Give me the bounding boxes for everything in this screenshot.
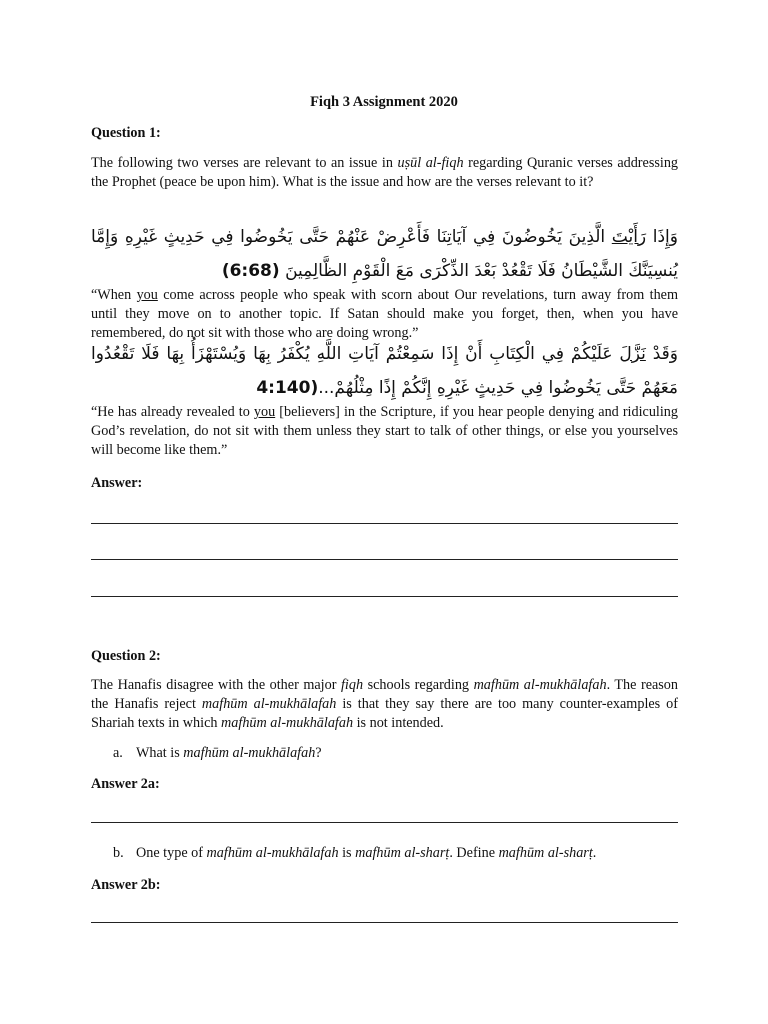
trans1-start: “When [91,287,137,303]
q2-text-3: . The reason the Hanafis reject [91,677,678,712]
answer-1-line-1[interactable] [91,523,678,524]
verse2-underlined-word: نَزَّلَ [619,344,646,364]
translation-6-68 [91,286,678,343]
q2-term-fiqh: fiqh [340,677,364,693]
item-a-text: What is [136,745,184,761]
item-b-marker: b. [113,845,124,861]
q2-text-5: is not intended. [353,715,444,731]
arabic-verse-4-140 [91,337,678,405]
translation-4-140 [91,403,678,460]
question-2-paragraph [91,676,678,733]
answer-2a-line[interactable] [91,822,678,823]
answer-2a-label: Answer 2a: [91,776,160,792]
trans1-rest: come across people who speak with scorn about Our revelations, turn away from them until they move on to another topic. If Satan should make you forget, then, when you have remembered, do not sit with those who are doing wrong.” [91,287,678,341]
answer-2b-line[interactable] [91,922,678,923]
intro-text-end: regarding Quranic verses addressing the Prophet (peace be upon him). What is the issue and how are the verses relevant to it? [91,155,679,190]
question-2b [113,844,596,863]
q2-text-4: is that they say there are too many counter-examples of Shariah texts in which [91,696,679,731]
answer-1-line-3[interactable] [91,596,678,597]
intro-text-start: The following two verses are relevant to an issue in [91,155,398,171]
question-2-heading: Question 2: [91,648,161,664]
item-b-text-4: . [592,845,597,861]
item-b-text-2: is [338,845,356,861]
item-b-term-2: mafhūm al-sharṭ [355,845,450,861]
item-b-term-1: mafhūm al-mukhālafah [206,845,339,861]
document-title: Fiqh 3 Assignment 2020 [310,94,458,110]
answer-1-line-2[interactable] [91,559,678,560]
verse2-reference: (4:140 [256,378,319,398]
arabic-verse-6-68 [91,220,678,288]
q2-term-2: mafhūm al-mukhālafah [201,696,337,712]
q2-term-1: mafhūm al-mukhālafah [473,677,607,693]
verse1-underlined-word: رَأَيْتَ [611,227,647,247]
item-a-term: mafhūm al-mukhālafah [183,745,316,761]
question-2a [113,744,322,763]
question-1-intro [91,154,678,192]
trans2-rest: [believers] in the Scripture, if you hear people denying and ridiculing God’s revelation, do not sit with them unless they start to talk of other things, or else you yourselves will become like them.” [91,404,678,458]
verse2-rest: عَلَيْكُمْ فِي الْكِتَابِ أَنْ إِذَا سَمِعْتُمْ آيَاتِ اللَّهِ يُكْفَرُ بِهَا وَيُسْتَهْزَأُ بِهَا فَلَا تَقْعُدُوا مَعَهُمْ حَتَّى يَخُوضُوا فِي حَدِيثٍ غَيْرِهِ إِنَّكُمْ إِذًا مِثْلُهُمْ... [91,344,678,398]
trans1-underlined-you: you [136,287,158,303]
intro-term-usul-al-fiqh: uṣūl al-fiqh [397,155,464,171]
q2-text-2: schools regarding [363,677,474,693]
trans2-underlined-you: you [253,404,276,420]
item-a-end: ? [315,745,322,761]
answer-2b-label: Answer 2b: [91,877,161,893]
verse1-rest: الَّذِينَ يَخُوضُونَ فِي آيَاتِنَا فَأَعْرِضْ عَنْهُمْ حَتَّى يَخُوضُوا فِي حَدِيثٍ غَيْرِهِ وَإِمَّا يُنسِيَنَّكَ الشَّيْطَانُ فَلَا تَقْعُدْ بَعْدَ الذِّكْرَى مَعَ الْقَوْمِ الظَّالِمِينَ [91,227,678,281]
verse1-reference: (6:68) [221,261,280,281]
item-b-term-3: mafhūm al-sharṭ [498,845,593,861]
question-1-heading: Question 1: [91,125,161,141]
item-b-text-3: . Define [449,845,499,861]
trans2-start: “He has already revealed to [91,404,254,420]
verse1-start: وَإِذَا [646,227,678,247]
answer-1-label: Answer: [91,475,143,491]
q2-term-3: mafhūm al-mukhālafah [221,715,354,731]
item-b-text-1: One type of [136,845,207,861]
q2-text-1: The Hanafis disagree with the other major [91,677,341,693]
item-a-marker: a. [113,745,123,761]
verse2-start: وَقَدْ [645,344,678,364]
